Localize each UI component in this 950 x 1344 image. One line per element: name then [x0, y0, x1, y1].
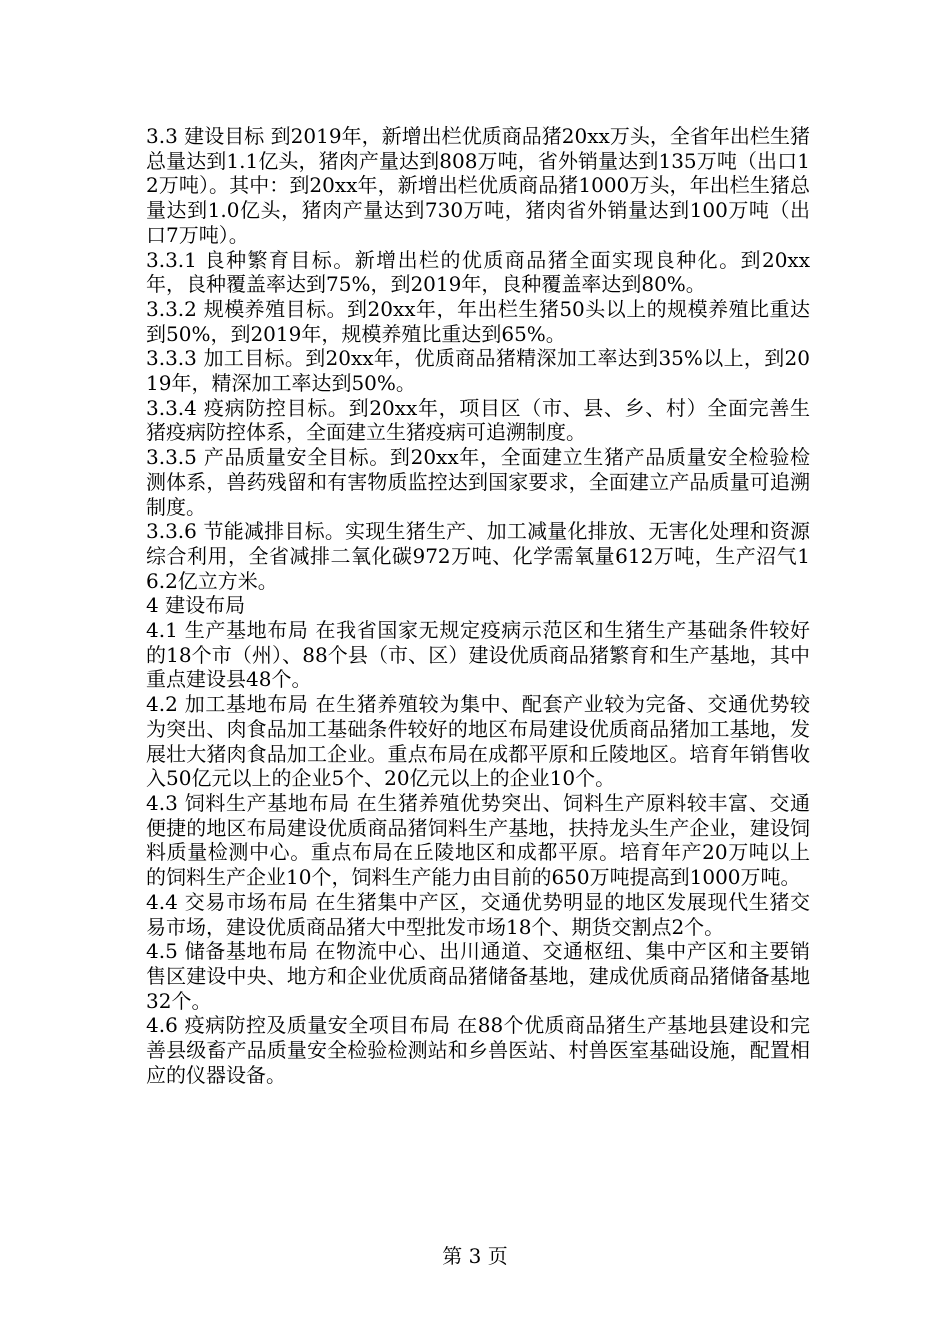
- paragraph-3-3-4-disease-control-goal: 3.3.4 疫病防控目标。到20xx年，项目区（市、县、乡、村）全面完善生猪疫病防控体系，全面建立生猪疫病可追溯制度。: [146, 395, 810, 445]
- document-body: [146, 124, 810, 1087]
- paragraph-3-3-2-scale-farming-goal: 3.3.2 规模养殖目标。到20xx年，年出栏生猪50头以上的规模养殖比重达到50%，到2019年，规模养殖比重达到65%。: [146, 296, 810, 346]
- paragraph-4-5-reserve-base: 4.5 储备基地布局 在物流中心、出川通道、交通枢纽、集中产区和主要销售区建设中央、地方和企业优质商品猪储备基地，建成优质商品猪储备基地32个。: [146, 939, 810, 1013]
- paragraph-3-3-6-emission-reduction-goal: 3.3.6 节能减排目标。实现生猪生产、加工减量化排放、无害化处理和资源综合利用，全省减排二氧化碳972万吨、化学需氧量612万吨，生产沼气16.2亿立方米。: [146, 519, 810, 593]
- paragraph-3-3-5-quality-safety-goal: 3.3.5 产品质量安全目标。到20xx年，全面建立生猪产品质量安全检验检测体系，兽药残留和有害物质监控达到国家要求，全面建立产品质量可追溯制度。: [146, 445, 810, 519]
- paragraph-3-3-3-processing-goal: 3.3.3 加工目标。到20xx年，优质商品猪精深加工率达到35%以上，到2019年，精深加工率达到50%。: [146, 346, 810, 396]
- page-number: 第 3 页: [442, 1244, 508, 1268]
- paragraph-4-4-trading-market: 4.4 交易市场布局 在生猪集中产区，交通优势明显的地区发展现代生猪交易市场，建设优质商品猪大中型批发市场18个、期货交割点2个。: [146, 889, 810, 939]
- paragraph-4-3-feed-base: 4.3 饲料生产基地布局 在生猪养殖优势突出、饲料生产原料较丰富、交通便捷的地区布局建设优质商品猪饲料生产基地，扶持龙头生产企业，建设饲料质量检测中心。重点布局在丘陵地区和成都平原。培育年产20万吨以上的饲料生产企业10个，饲料生产能力由目前的650万吨提高到1000万吨。: [146, 790, 810, 890]
- paragraph-4-2-processing-base: 4.2 加工基地布局 在生猪养殖较为集中、配套产业较为完备、交通优势较为突出、肉食品加工基础条件较好的地区布局建设优质商品猪加工基地，发展壮大猪肉食品加工企业。重点布局在成都平原和丘陵地区。培育年销售收入50亿元以上的企业5个、20亿元以上的企业10个。: [146, 692, 810, 791]
- paragraph-3-3-1-breeding-goal: 3.3.1 良种繁育目标。新增出栏的优质商品猪全面实现良种化。到20xx年，良种覆盖率达到75%，到2019年，良种覆盖率达到80%。: [146, 247, 810, 297]
- section-heading-4-layout: 4 建设布局: [146, 593, 246, 618]
- paragraph-3-3-construction-goal: 3.3 建设目标 到2019年，新增出栏优质商品猪20xx万头，全省年出栏生猪总量达到1.1亿头，猪肉产量达到808万吨，省外销量达到135万吨（出口12万吨）。其中：到20xx年，新增出栏优质商品猪1000万头，年出栏生猪总量达到1.0亿头，猪肉产量达到730万吨，猪肉省外销量达到100万吨（出口7万吨）。: [146, 124, 810, 247]
- paragraph-4-6-disease-quality-projects: 4.6 疫病防控及质量安全项目布局 在88个优质商品猪生产基地县建设和完善县级畜产品质量安全检验检测站和乡兽医站、村兽医室基础设施，配置相应的仪器设备。: [146, 1013, 810, 1087]
- paragraph-4-1-production-base: 4.1 生产基地布局 在我省国家无规定疫病示范区和生猪生产基础条件较好的18个市（州）、88个县（市、区）建设优质商品猪繁育和生产基地，其中重点建设县48个。: [146, 618, 810, 692]
